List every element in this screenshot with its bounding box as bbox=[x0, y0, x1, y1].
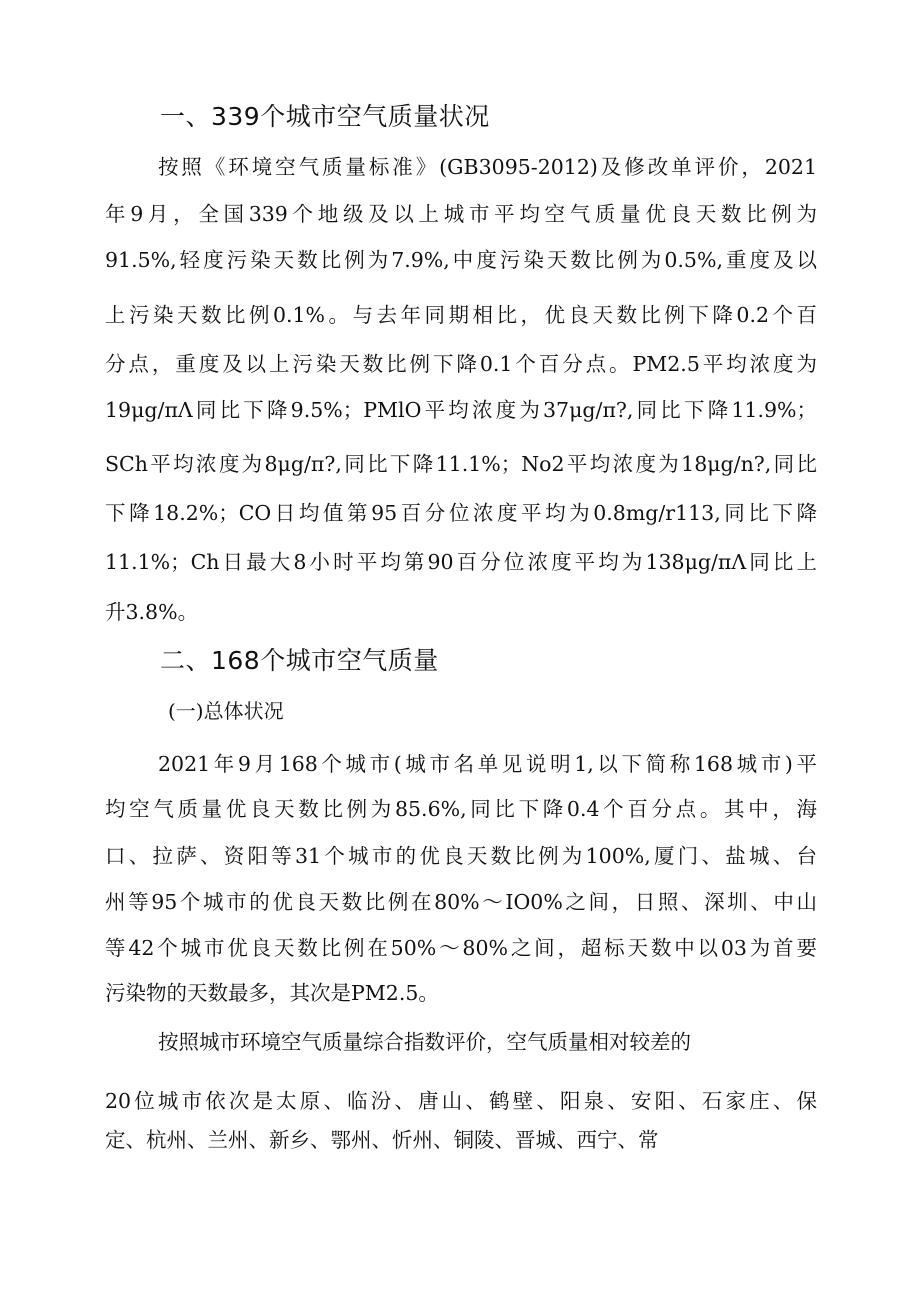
paragraph-line: 20位城市依次是太原、临汾、唐山、鹤壁、阳泉、安阳、石家庄、保 bbox=[105, 1089, 817, 1113]
paragraph-line: 定、杭州、兰州、新乡、鄂州、忻州、铜陵、晋城、西宁、常 bbox=[105, 1128, 659, 1152]
section-2-subheading: (一)总体状况 bbox=[168, 699, 284, 723]
paragraph-line: 91.5%,轻度污染天数比例为7.9%,中度污染天数比例为0.5%,重度及以 bbox=[105, 248, 817, 272]
paragraph-line: 分点，重度及以上污染天数比例下降0.1个百分点。PM2.5平均浓度为 bbox=[105, 352, 817, 376]
section-2-heading: 二、168个城市空气质量 bbox=[160, 646, 439, 675]
paragraph-line: SCh平均浓度为8μg/π?,同比下降11.1%；No2平均浓度为18μg/n?,同比 bbox=[105, 452, 817, 476]
paragraph-line: 2021年9月168个城市(城市名单见说明1,以下简称168城市)平 bbox=[158, 752, 817, 776]
paragraph-line: 州等95个城市的优良天数比例在80%～IO0%之间，日照、深圳、中山 bbox=[105, 890, 817, 914]
paragraph-line: 按照《环境空气质量标准》(GB3095-2012)及修改单评价，2021 bbox=[158, 155, 817, 179]
paragraph-line: 升3.8%。 bbox=[105, 600, 199, 624]
paragraph-line: 11.1%；Ch日最大8小时平均第90百分位浓度平均为138μg/πΛ同比上 bbox=[105, 550, 817, 574]
paragraph-line: 年9月，全国339个地级及以上城市平均空气质量优良天数比例为 bbox=[105, 202, 817, 226]
paragraph-line: 上污染天数比例0.1%。与去年同期相比，优良天数比例下降0.2个百 bbox=[105, 303, 817, 327]
paragraph-line: 口、拉萨、资阳等31个城市的优良天数比例为100%,厦门、盐城、台 bbox=[105, 844, 817, 868]
paragraph-line: 19μg/πΛ同比下降9.5%；PMlO平均浓度为37μg/π?,同比下降11.9%； bbox=[105, 398, 817, 422]
paragraph-line: 等42个城市优良天数比例在50%～80%之间，超标天数中以03为首要 bbox=[105, 936, 817, 960]
section-1-heading: 一、339个城市空气质量状况 bbox=[160, 102, 490, 131]
paragraph-line: 下降18.2%；CO日均值第95百分位浓度平均为0.8mg/r113,同比下降 bbox=[105, 501, 817, 525]
paragraph-line: 均空气质量优良天数比例为85.6%,同比下降0.4个百分点。其中，海 bbox=[105, 797, 817, 821]
paragraph-line: 污染物的天数最多，其次是PM2.5。 bbox=[105, 981, 439, 1005]
paragraph-line: 按照城市环境空气质量综合指数评价，空气质量相对较差的 bbox=[158, 1030, 691, 1054]
